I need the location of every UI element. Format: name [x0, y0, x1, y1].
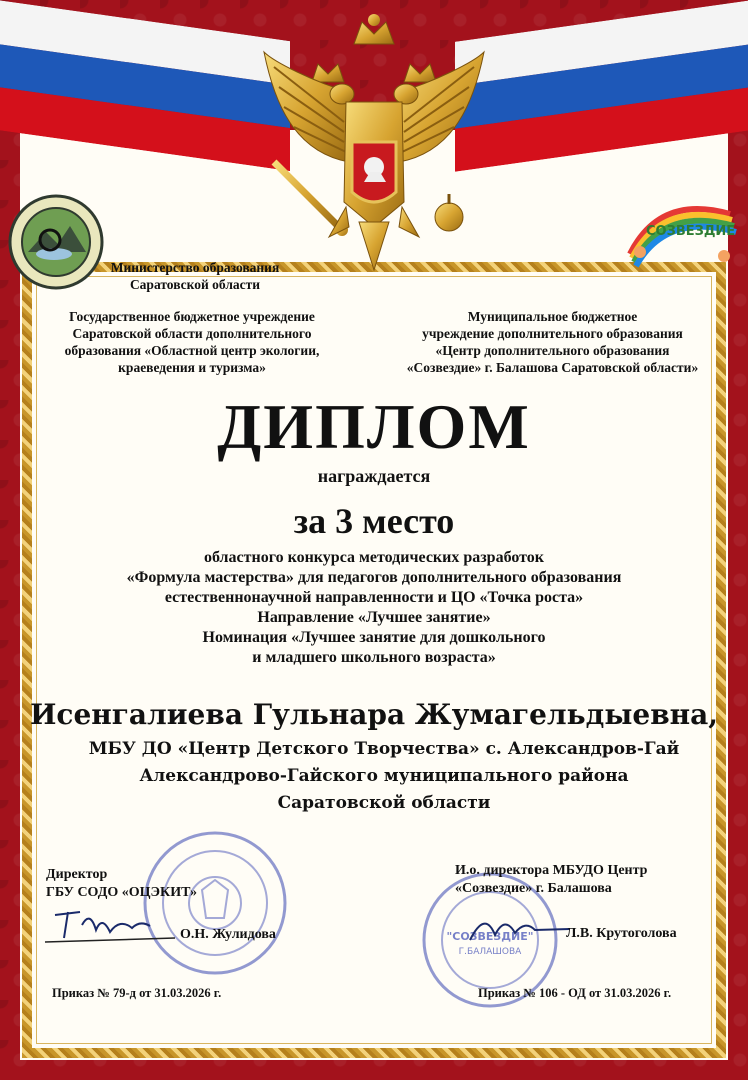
org-left-line: краеведения и туризма» — [118, 360, 266, 375]
org-right-line: «Центр дополнительного образования — [435, 343, 670, 358]
org-left-line: образования «Областной центр экологии, — [64, 343, 320, 358]
contest-line: Номинация «Лучшее занятие для дошкольного — [202, 629, 546, 646]
org-left-line: Государственное бюджетное учреждение — [69, 309, 315, 324]
org-left-line: Саратовской области дополнительного — [72, 326, 312, 341]
right-handwritten-signature-icon — [460, 905, 580, 950]
institution-line: Саратовской области — [277, 793, 491, 813]
right-stamp-text: "СОЗВЕЗДИЕ" — [446, 930, 534, 943]
right-stamp-text: Г.БАЛАШОВА — [458, 947, 522, 957]
contest-line: естественнонаучной направленности и ЦО «Точка роста» — [164, 589, 584, 606]
diploma-title: ДИПЛОМ — [217, 391, 531, 462]
recipient-name: Исенгалиева Гульнара Жумагельдыевна, — [29, 698, 719, 731]
left-signatory-name: О.Н. Жулидова — [180, 927, 276, 942]
org-right-line: «Созвездие» г. Балашова Саратовской области» — [406, 360, 699, 375]
right-signatory-name: Л.В. Крутоголова — [566, 926, 677, 941]
awarded-text: награждается — [317, 466, 431, 486]
org-right-line: учреждение дополнительного образования — [422, 326, 683, 341]
right-signatory-line: И.о. директора МБУДО Центр — [455, 863, 648, 878]
place-text: за 3 место — [293, 501, 455, 541]
ecology-center-logo-icon — [6, 192, 106, 292]
left-order-number: Приказ № 79-д от 31.03.2026 г. — [52, 986, 222, 1000]
right-signatory-title — [455, 862, 647, 898]
recipient-institution — [60, 736, 708, 817]
right-signatory-line: «Созвездие» г. Балашова — [455, 881, 612, 896]
left-signatory-title — [46, 866, 197, 902]
ministry-line: Министерство образования — [110, 260, 280, 275]
left-signatory-line: ГБУ СОДО «ОЦЭКИТ» — [46, 885, 198, 900]
right-order-number: Приказ № 106 - ОД от 31.03.2026 г. — [478, 986, 672, 1000]
contest-line: и младшего школьного возраста» — [252, 649, 496, 666]
contest-line: областного конкурса методических разработок — [203, 549, 545, 566]
coat-of-arms-icon — [254, 12, 494, 272]
org-right-line: Муниципальное бюджетное — [467, 309, 638, 324]
contest-line: «Формула мастерства» для педагогов дополнительного образования — [126, 569, 622, 586]
left-signatory-line: Директор — [46, 867, 108, 882]
institution-line: Александрово-Гайского муниципального района — [139, 766, 629, 786]
contest-line: Направление «Лучшее занятие» — [257, 609, 491, 626]
org-left-header — [42, 308, 342, 376]
sozvezdie-logo-text: СОЗВЕЗДИЕ — [646, 224, 736, 239]
contest-description — [110, 548, 638, 668]
left-handwritten-signature-icon — [40, 900, 180, 950]
institution-line: МБУ ДО «Центр Детского Творчества» с. Александров-Гай — [88, 739, 680, 759]
org-right-header — [380, 308, 725, 376]
sozvezdie-logo — [620, 194, 740, 274]
ministry-header — [95, 259, 295, 293]
ministry-line: Саратовской области — [129, 277, 261, 292]
